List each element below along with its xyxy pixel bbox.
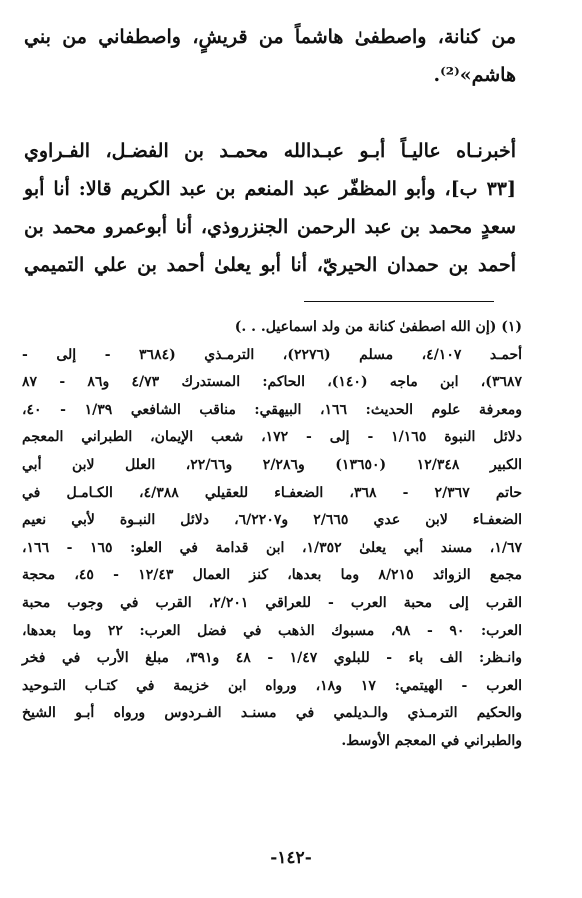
page-number: -١٤٢- (270, 848, 312, 868)
footnote-line: أحمـد ٤/١٠٧، مسلم (٢٢٧٦)، الترمـذي (٣٦٨٤ - إلى - (22, 346, 522, 363)
footnote-line: ٣٦٨٧)، ابن ماجه (١٤٠)، الحاكم: المستدرك ٤/٧٣ و٨٦ - ٨٧ (22, 374, 523, 391)
footnote-line: دلائل النبوة ١/١٦٥ - إلى - ١٧٢، شعب الإيمان، الطبراني المعجم (22, 429, 522, 446)
footnote-line: الكبير ١٢/٣٤٨ (١٣٦٥٠) و٢/٢٨٦ و٢٢/٦٦، العلل لابن أبي (22, 456, 523, 473)
body-line: أخبرنـاه عاليـاً أبـو عبـدالله محمـد بن الفضـل، الفـراوي (24, 140, 516, 162)
body-line: [٣٣ ب]، وأبو المظفّر عبد المنعم بن عبد الكريم قالا: أنا أبو (24, 178, 516, 200)
footnote-line: العرب - الهيتمي: ١٧ و١٨، ورواه ابن خزيمة في كتـاب التـوحيد (22, 677, 523, 694)
body-line: هاشم»⁽²⁾. (433, 64, 516, 86)
footnote-line: القرب إلى محبة العرب - للعراقي ٢/٢٠١، القرب في وجوب محبة (22, 594, 522, 611)
footnote-heading: (١) (إن الله اصطفىٰ كنانة من ولد اسماعيل. . .) (234, 319, 522, 335)
paragraph-gap (24, 94, 516, 132)
footnote-line: والحكيم الترمـذي والـديلمي في مسنـد الفـردوس ورواه أبـو الشيخ (22, 705, 522, 722)
footnote-line: العرب: ٩٠ - ٩٨، مسبوك الذهب في فضل العرب: ٢٢ وما بعدها، (22, 622, 522, 639)
body-line: من كنانة، واصطفىٰ هاشماً من قريشٍ، واصطفاني من بني (24, 26, 516, 48)
footnote-line: الضعفـاء لابن عدي ٢/٦٦٥ و٦/٢٢٠٧، دلائل النبـوة لأبي نعيم (22, 512, 522, 529)
footnote-line: مجمع الزوائد ٨/٢١٥ وما بعدها، كنز العمال ١٢/٤٣ - ٤٥، محجة (22, 567, 522, 584)
footnote-line: وانـظر: الف باء - للبلوي ١/٤٧ - ٤٨ و٣٩١، مبلغ الأرب في فخر (22, 650, 522, 667)
footnote-line: حاتم ٢/٣٦٧ - ٣٦٨، الضعفـاء للعقيلي ٤/٣٨٨، الكـامـل في (22, 484, 522, 501)
footnote-line: والطبراني في المعجم الأوسط. (341, 732, 522, 749)
footnote-line: ومعرفة علوم الحديث: ١٦٦، البيهقي: مناقب الشافعي ١/٣٩ - ٤٠، (22, 401, 522, 418)
footnote-separator (304, 301, 494, 302)
footnotes (22, 314, 522, 756)
body-line: أحمد بن حمدان الحيريّ، أنا أبو يعلىٰ أحمد بن علي التميمي (24, 254, 516, 276)
main-text (24, 18, 516, 284)
body-line: سعدٍ محمد بن عبد الرحمن الجنزروذي، أنا أبوعمرو محمد بن (24, 216, 516, 238)
footnote-line: ١/٦٧، مسند أبي يعلىٰ ١/٣٥٢، ابن قدامة في العلو: ١٦٥ - ١٦٦، (22, 539, 522, 556)
